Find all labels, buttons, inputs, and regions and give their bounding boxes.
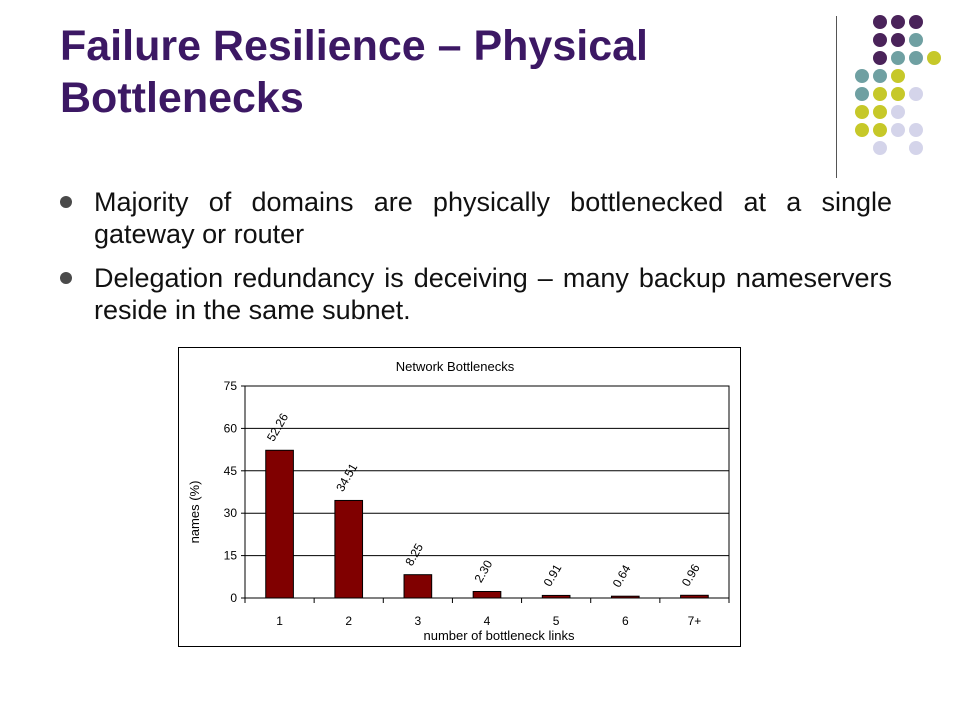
bullet-marker-icon [60, 196, 72, 208]
y-axis-label: names (%) [187, 480, 202, 544]
decorative-dot [855, 87, 869, 101]
x-tick-label: 6 [621, 614, 629, 628]
x-axis-label: number of bottleneck links [423, 628, 575, 643]
data-label: 0.64 [609, 562, 634, 590]
y-tick-label: 60 [223, 421, 237, 436]
decorative-dot [891, 51, 905, 65]
decorative-dot [891, 87, 905, 101]
decorative-dot [873, 51, 887, 65]
bar [266, 450, 294, 598]
y-tick-label: 75 [223, 379, 237, 393]
data-label: 0.96 [678, 561, 703, 589]
decorative-dot [891, 105, 905, 119]
x-tick-label: 3 [414, 614, 422, 628]
decorative-dot [909, 51, 923, 65]
decorative-dot [873, 105, 887, 119]
decorative-dot [891, 15, 905, 29]
x-tick-label: 7+ [687, 614, 702, 628]
bar [335, 500, 363, 598]
chart-frame [178, 347, 741, 647]
slide-title: Failure Resilience – Physical Bottlenecks [60, 22, 648, 122]
data-label: 0.91 [540, 561, 565, 589]
x-tick-label: 4 [483, 614, 491, 628]
y-tick-label: 30 [223, 506, 237, 521]
chart-title: Network Bottlenecks [395, 359, 515, 374]
decorative-dot [891, 123, 905, 137]
data-label: 2.30 [471, 557, 496, 585]
decorative-dot [927, 51, 941, 65]
bullet-marker-icon [60, 272, 72, 284]
bar [542, 595, 570, 598]
decorative-dot [873, 69, 887, 83]
decorative-dot [909, 87, 923, 101]
decorative-dot [873, 33, 887, 47]
data-label: 34.51 [333, 460, 361, 494]
title-divider [836, 16, 837, 178]
bullet-text: Delegation redundancy is deceiving – many backup nameservers reside in the same subnet. [94, 263, 892, 325]
decorative-dot [891, 69, 905, 83]
x-tick-label: 2 [345, 614, 353, 628]
bullet-list [60, 186, 892, 338]
y-tick-label: 45 [223, 463, 237, 478]
decorative-dot [855, 69, 869, 83]
decorative-dot [855, 123, 869, 137]
decorative-dot [873, 15, 887, 29]
bullet-item [60, 262, 892, 326]
bullet-text: Majority of domains are physically bottlenecked at a single gateway or router [94, 187, 892, 249]
bar [404, 575, 432, 598]
bar [611, 596, 639, 598]
x-tick-label: 5 [552, 614, 560, 628]
bar-chart [179, 348, 742, 648]
decorative-dot [909, 33, 923, 47]
decorative-dot [909, 15, 923, 29]
decorative-dot [909, 141, 923, 155]
data-label: 52.26 [264, 410, 292, 444]
decorative-dot [873, 123, 887, 137]
decorative-dot [873, 87, 887, 101]
decorative-dot [891, 33, 905, 47]
y-tick-label: 15 [223, 548, 237, 563]
bullet-item [60, 186, 892, 250]
bar [473, 591, 501, 598]
decorative-dot [909, 123, 923, 137]
decorative-dot [855, 105, 869, 119]
decorative-dot [873, 141, 887, 155]
y-tick-label: 0 [230, 591, 237, 605]
data-label: 8.25 [402, 540, 427, 569]
bar [681, 595, 709, 598]
x-tick-label: 1 [276, 614, 283, 628]
